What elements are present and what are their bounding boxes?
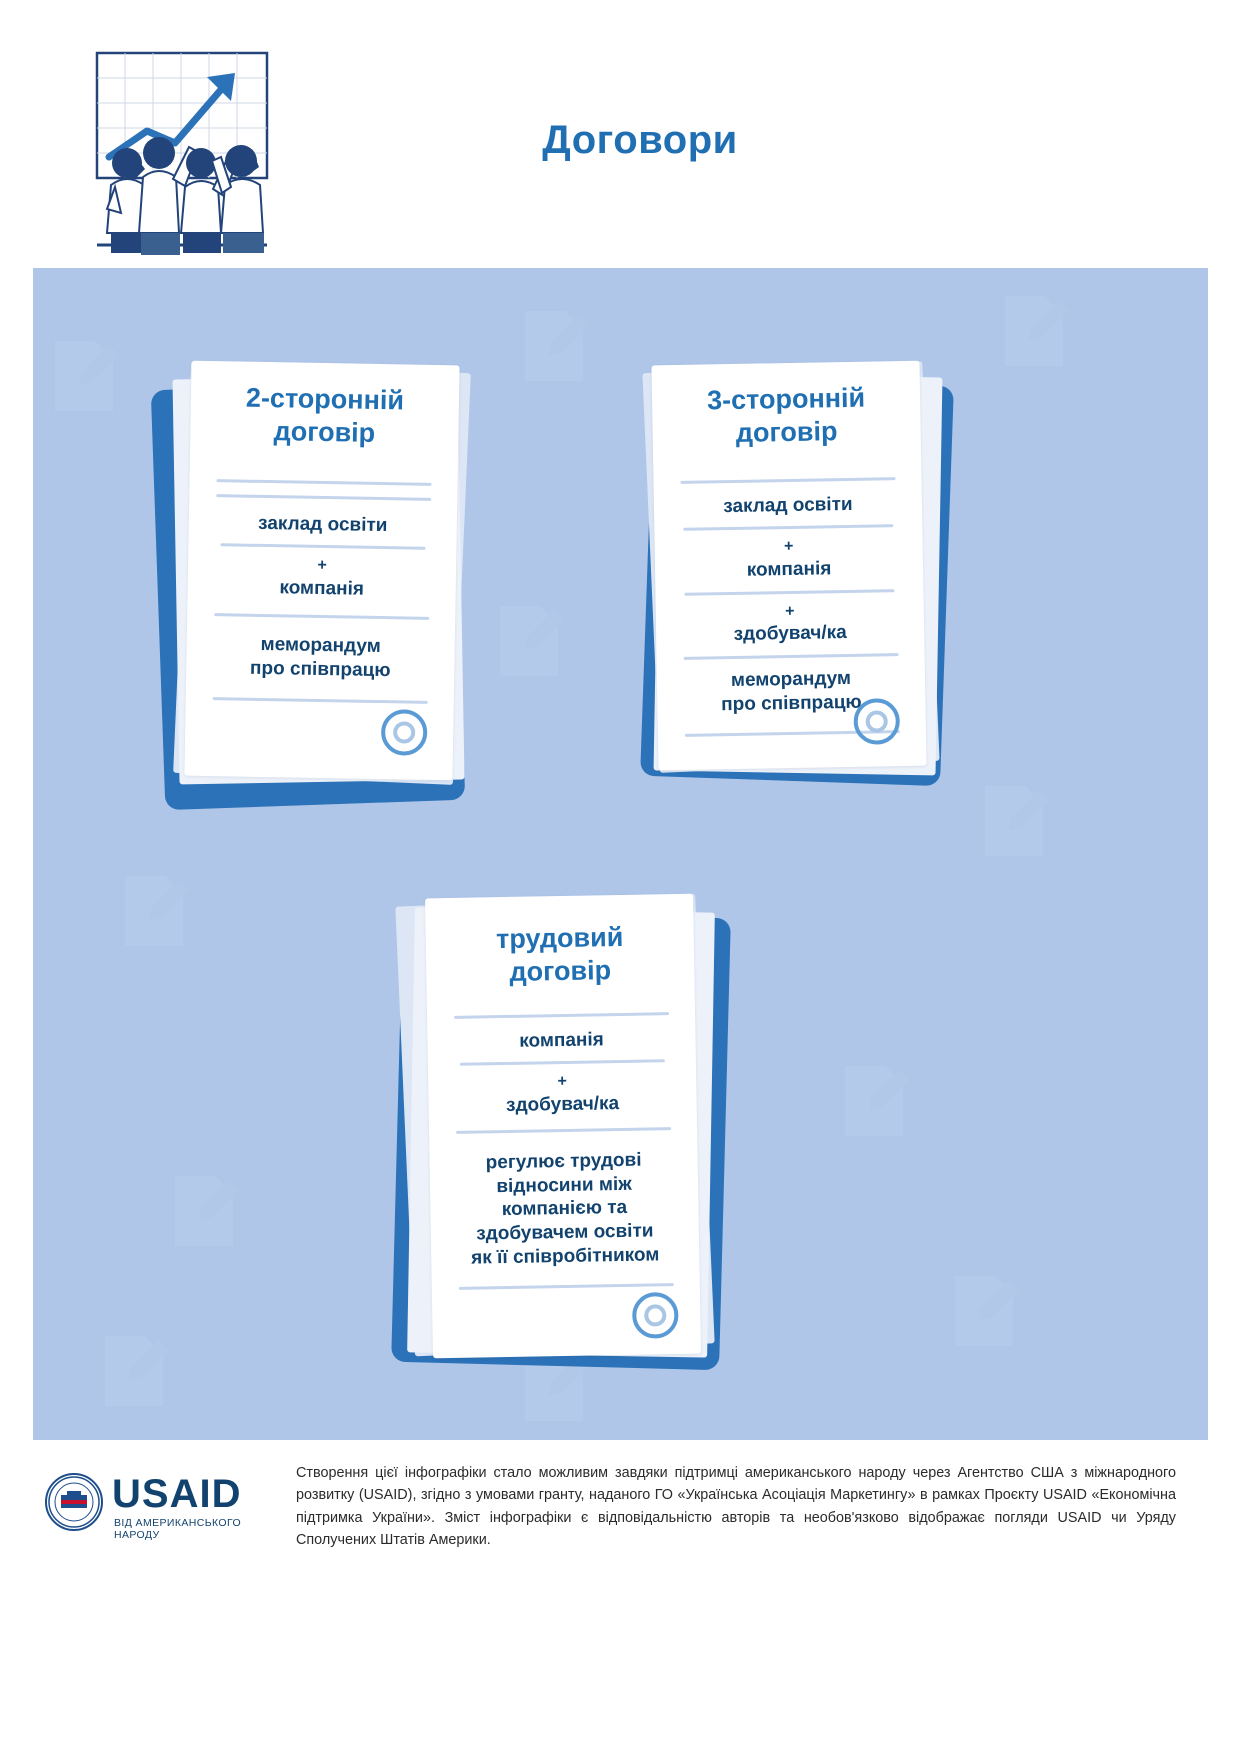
usaid-wordmark: USAID — [112, 1472, 242, 1516]
team-highfive-chart-illustration — [75, 45, 290, 260]
divider — [216, 494, 431, 501]
document-pen-background-icon — [943, 1268, 1029, 1354]
divider — [456, 1127, 671, 1134]
card-plus: + — [783, 538, 794, 556]
card-party-0: заклад освіти — [257, 512, 388, 537]
card-note-line2: відносини між — [496, 1173, 632, 1197]
card-title-line2: договір — [509, 955, 612, 987]
document-pen-background-icon — [113, 868, 199, 954]
stamp-seal-icon — [853, 698, 900, 745]
card-note-line1: меморандум — [730, 667, 852, 691]
card-title-line2: договір — [273, 416, 376, 448]
contract-card-labour — [391, 896, 751, 1376]
document-pen-background-icon — [993, 288, 1079, 374]
stamp-seal-icon — [632, 1292, 679, 1339]
document-pen-background-icon — [513, 303, 599, 389]
main-panel — [33, 268, 1208, 1440]
card-title-line1: 3-сторонній — [706, 382, 866, 416]
card-party-1: компанія — [746, 558, 832, 581]
card-title-line2: договір — [735, 416, 838, 448]
card-sheet-front — [651, 361, 926, 771]
card-note-line3: компанією та — [501, 1197, 628, 1221]
divider — [454, 1012, 669, 1019]
divider — [216, 479, 431, 486]
document-pen-background-icon — [163, 1168, 249, 1254]
usaid-disclaimer: Створення цієї інфографіки стало можливим завдяки підтримці американського народу через Агентство США з міжнародного розвитку (USAID), згідно з умовами гранту, наданого ГО «Українська Асоціація Маркетингу» в рамках Проєкту USAID «Економічна підтримка України». Зміст інфографіки є відповідальністю авторів та необов'язково відображає погляди USAID чи Уряду Сполучених Штатів Америки. — [296, 1465, 1176, 1548]
divider — [458, 1283, 673, 1290]
document-pen-background-icon — [488, 598, 574, 684]
document-pen-background-icon — [973, 778, 1059, 864]
document-pen-background-icon — [833, 1058, 919, 1144]
card-party-1: здобувач/ка — [505, 1093, 620, 1117]
divider — [683, 525, 893, 532]
card-sheet-front — [184, 361, 459, 781]
page-footer — [0, 1455, 1241, 1625]
card-note-line4: здобувачем освіти — [476, 1220, 654, 1245]
card-note-line2: про співпрацю — [249, 657, 391, 681]
divider — [680, 477, 895, 484]
contract-card-three-party — [641, 363, 971, 813]
divider — [459, 1060, 664, 1067]
divider — [212, 698, 427, 705]
divider — [684, 589, 894, 596]
card-plus: + — [317, 557, 327, 575]
card-party-0: заклад освіти — [723, 493, 853, 518]
document-pen-background-icon — [43, 333, 129, 419]
card-title-line1: 2-сторонній — [245, 382, 405, 416]
card-plus: + — [557, 1073, 568, 1091]
card-party-2: здобувач/ка — [733, 622, 847, 646]
divider — [683, 653, 898, 660]
stamp-seal-icon — [381, 709, 428, 756]
card-note-line5: як її співробітником — [471, 1244, 660, 1269]
card-note-line2: про співпрацю — [720, 691, 862, 715]
page-title: Договори — [542, 118, 738, 162]
card-title-line1: трудовий — [495, 921, 624, 955]
document-pen-background-icon — [93, 1328, 179, 1414]
card-note-line1: меморандум — [260, 633, 381, 657]
card-party-1: компанія — [279, 577, 365, 600]
divider — [214, 613, 429, 620]
card-party-0: компанія — [519, 1029, 604, 1052]
usaid-tagline: ВІД АМЕРИКАНСЬКОГО НАРОДУ — [114, 1517, 242, 1541]
usaid-logo — [40, 1465, 285, 1545]
page-header — [0, 0, 1241, 300]
contract-card-two-party — [158, 363, 488, 813]
usaid-seal-icon — [45, 1473, 103, 1531]
divider — [220, 544, 425, 551]
card-sheet-front — [425, 894, 701, 1359]
card-note-line1: регулює трудові — [485, 1149, 642, 1173]
card-plus: + — [784, 602, 795, 620]
